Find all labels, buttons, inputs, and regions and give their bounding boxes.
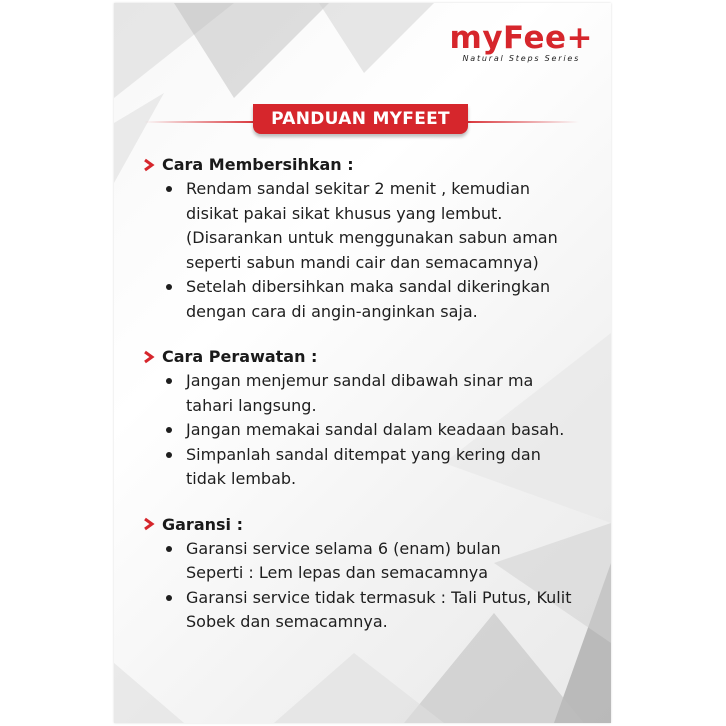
section-cleaning: [142, 152, 602, 324]
bullet-icon: [166, 452, 172, 458]
item-line: Seperti : Lem lepas dan semacamnya: [186, 563, 489, 582]
brand-name: myFee+: [449, 20, 593, 56]
list-item: [162, 418, 602, 443]
section-care: [142, 344, 602, 492]
bullet-icon: [166, 186, 172, 192]
brand-logo: [450, 21, 593, 63]
item-list: [142, 537, 602, 635]
list-item: [162, 369, 602, 418]
brand-tagline: Natural Steps Series: [462, 54, 581, 63]
item-line: Garansi service selama 6 (enam) bulan: [186, 538, 501, 558]
bullet-icon: [166, 284, 172, 290]
banner-divider-right: [459, 121, 579, 123]
item-list: [142, 369, 602, 492]
section-header: [142, 152, 602, 177]
item-line: disikat pakai sikat khusus yang lembut.: [186, 203, 503, 223]
item-line: seperti sabun mandi cair dan semacamnya): [186, 252, 539, 272]
bullet-icon: [166, 595, 172, 601]
title-banner: [114, 104, 611, 140]
chevron-right-icon: [142, 517, 156, 531]
item-line: Garansi service tidak termasuk : Tali Putus, Kulit: [186, 587, 572, 607]
section-warranty: [142, 512, 602, 635]
guide-card: [114, 3, 611, 723]
section-header: [142, 512, 602, 537]
item-list: [142, 177, 602, 324]
section-title: Garansi :: [162, 514, 243, 534]
chevron-right-icon: [142, 158, 156, 172]
item-line: (Disarankan untuk menggunakan sabun aman: [186, 228, 558, 247]
item-line: Jangan menjemur sandal dibawah sinar ma: [186, 371, 534, 390]
item-line: tahari langsung.: [186, 395, 317, 415]
chevron-right-icon: [142, 350, 156, 364]
bullet-icon: [166, 427, 172, 433]
section-title: Cara Membersihkan :: [162, 155, 354, 174]
item-line: Rendam sandal sekitar 2 menit , kemudian: [186, 179, 531, 198]
list-item: [162, 586, 602, 635]
page-title: PANDUAN MYFEET: [253, 104, 468, 134]
bullet-icon: [166, 546, 172, 552]
item-line: Jangan memakai sandal dalam keadaan basah.: [186, 420, 565, 439]
guide-content: [142, 152, 602, 655]
item-line: Sobek dan semacamnya.: [186, 612, 388, 631]
bullet-icon: [166, 378, 172, 384]
item-line: dengan cara di angin-anginkan saja.: [186, 301, 478, 321]
list-item: [162, 275, 602, 324]
list-item: [162, 537, 602, 586]
section-header: [142, 344, 602, 369]
list-item: [162, 177, 602, 275]
item-line: Simpanlah sandal ditempat yang kering dan: [186, 444, 541, 464]
section-title: Cara Perawatan :: [162, 347, 318, 366]
banner-divider-left: [144, 121, 264, 123]
item-line: tidak lembab.: [186, 469, 297, 488]
item-line: Setelah dibersihkan maka sandal dikeringkan: [186, 277, 551, 296]
list-item: [162, 443, 602, 492]
